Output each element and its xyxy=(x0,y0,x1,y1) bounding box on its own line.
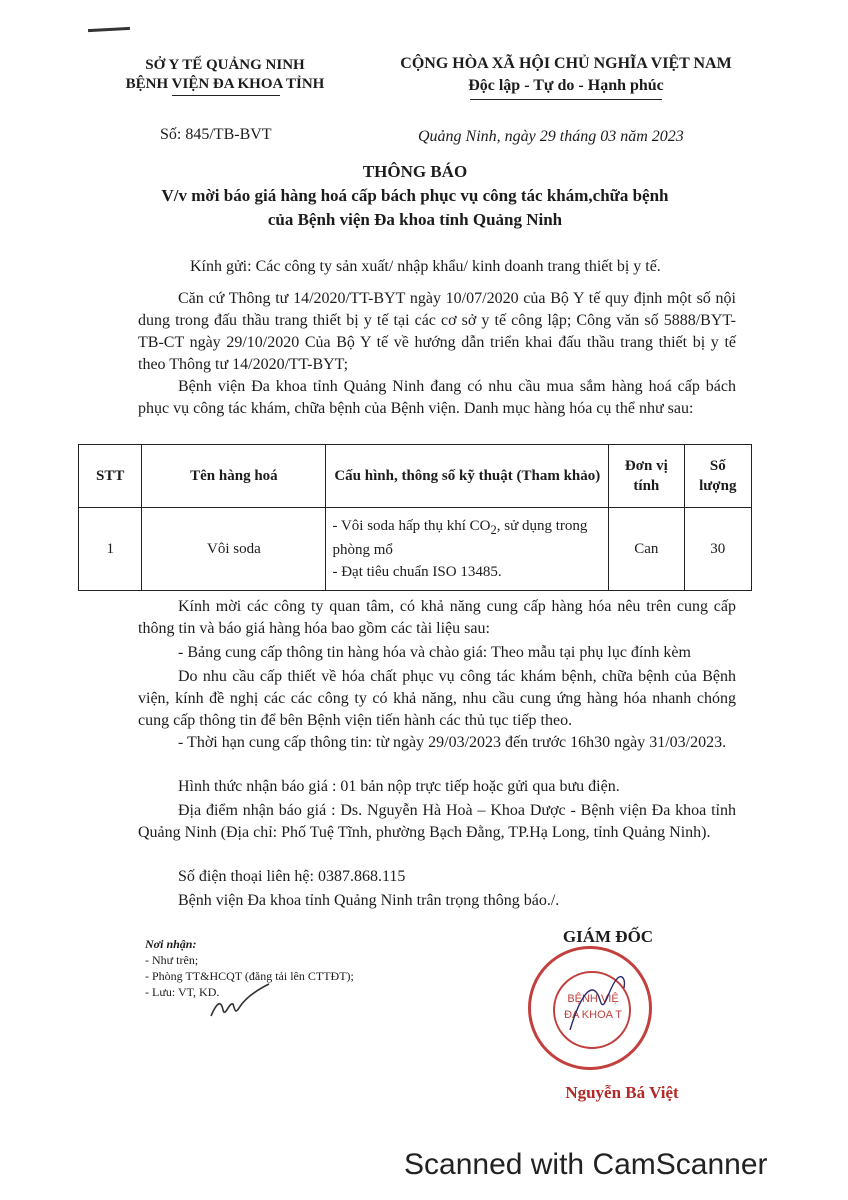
stamp-text-1: BỆNH VIỆ xyxy=(567,993,619,1005)
header-unit-line2: tính xyxy=(633,478,660,494)
title-subject-2: của Bệnh viện Đa khoa tỉnh Quảng Ninh xyxy=(267,210,563,229)
paragraph-closing: Bệnh viện Đa khoa tỉnh Quảng Ninh trân trọng thông báo./. xyxy=(178,892,560,909)
header-stt: STT xyxy=(79,445,142,508)
spec-subscript: 2 xyxy=(490,523,497,537)
country-name: CỘNG HÒA XÃ HỘI CHỦ NGHĨA VIỆT NAM xyxy=(400,55,732,72)
spec-line-1a: - Vôi soda hấp thụ khí CO xyxy=(332,518,491,534)
page-title: THÔNG BÁO xyxy=(362,162,468,181)
spec-line-1 xyxy=(332,516,602,560)
recipient-item: - Phòng TT&HCQT (đăng tải lên CTTĐT); xyxy=(145,969,354,983)
spec-line-2: - Đạt tiêu chuẩn ISO 13485. xyxy=(332,564,502,580)
recipient-item: - Như trên; xyxy=(145,953,199,967)
paragraph-legal-basis: Căn cứ Thông tư 14/2020/TT-BYT ngày 10/07/2020 của Bộ Y tế quy định một số nội dung trong đấu thầu trang thiết bị y tế tại các cơ sở y tế công lập; Công văn số 5888/BYT-TB-CT ngày 29/10/2020 Của Bộ Y tế về hướng dẫn triển khai đấu thầu trang thiết bị y tế theo Thông tư 14/2020/TT-BYT; xyxy=(138,290,736,373)
title-subject-1: V/v mời báo giá hàng hoá cấp bách phục vụ công tác khám,chữa bệnh xyxy=(161,186,669,205)
paragraph-phone: Số điện thoại liên hệ: 0387.868.115 xyxy=(178,868,406,885)
signature-title: GIÁM ĐỐC xyxy=(562,927,654,946)
recipients-label: Nơi nhận: xyxy=(145,937,197,951)
header-unit xyxy=(609,445,684,508)
scan-mark xyxy=(88,27,130,32)
director-name: Nguyễn Bá Việt xyxy=(565,1083,679,1102)
title-block xyxy=(78,160,752,232)
cell-qty: 30 xyxy=(684,508,751,591)
header-name: Tên hàng hoá xyxy=(142,445,326,508)
recipients-block xyxy=(145,936,445,1000)
header-left xyxy=(100,56,350,94)
signature-scribble xyxy=(560,960,640,1050)
paragraph-deadline: - Thời hạn cung cấp thông tin: từ ngày 29/03/2023 đến trước 16h30 ngày 31/03/2023. xyxy=(178,734,727,751)
paragraph-need: Bệnh viện Đa khoa tỉnh Quảng Ninh đang có nhu cầu mua sắm hàng hoá cấp bách phục vụ công tác khám, chữa bệnh của Bệnh viện. Danh mục hàng hóa cụ thể như sau: xyxy=(138,378,736,417)
header-spec: Cấu hình, thông số kỹ thuật (Tham khảo) xyxy=(326,445,609,508)
goods-table xyxy=(78,444,752,591)
header-right-rule xyxy=(470,99,662,100)
paragraph-location: Địa điểm nhận báo giá : Ds. Nguyễn Hà Hoà – Khoa Dược - Bệnh viện Đa khoa tỉnh Quảng Ninh (Địa chỉ: Phố Tuệ Tĩnh, phường Bạch Đằng, TP.Hạ Long, tỉnh Quảng Ninh). xyxy=(138,802,736,841)
header-unit-line1: Đơn vị xyxy=(624,458,668,474)
cell-unit: Can xyxy=(609,508,684,591)
paragraph-form: - Bảng cung cấp thông tin hàng hóa và chào giá: Theo mẫu tại phụ lục đính kèm xyxy=(178,644,691,661)
scanner-watermark: Scanned with CamScanner xyxy=(404,1148,768,1181)
header-qty-line2: lượng xyxy=(699,478,737,494)
place-date: Quảng Ninh, ngày 29 tháng 03 năm 2023 xyxy=(418,128,684,145)
paragraph-urgency: Do nhu cầu cấp thiết về hóa chất phục vụ công tác khám bệnh, chữa bệnh của Bệnh viện, kính đề nghị các các công ty có khả năng, nhu cầu cung ứng hàng hóa nhanh chóng cung cấp thông tin để bên Bệnh viện tiến hành các thủ tục tiếp theo. xyxy=(138,668,736,729)
header-left-rule xyxy=(172,95,280,96)
recipient-item: - Lưu: VT, KD. xyxy=(145,985,220,999)
doc-number: Số: 845/TB-BVT xyxy=(160,126,272,143)
addressee: Kính gửi: Các công ty sản xuất/ nhập khẩu/ kinh doanh trang thiết bị y tế. xyxy=(190,258,661,275)
stamp-text-2: ĐA KHOA T xyxy=(564,1009,622,1021)
header-qty-line1: Số xyxy=(709,458,726,474)
cell-name: Vôi soda xyxy=(142,508,326,591)
table-row xyxy=(79,508,752,591)
hospital-name: BỆNH VIỆN ĐA KHOA TỈNH xyxy=(125,76,325,92)
initials-scribble xyxy=(205,980,275,1024)
motto: Độc lập - Tự do - Hạnh phúc xyxy=(468,77,664,94)
paragraph-invitation: Kính mời các công ty quan tâm, có khả năng cung cấp hàng hóa nêu trên cung cấp thông tin và báo giá hàng hóa bao gồm các tài liệu sau: xyxy=(138,598,736,637)
cell-stt: 1 xyxy=(79,508,142,591)
table-header-row xyxy=(79,445,752,508)
header-right xyxy=(380,53,752,97)
paragraph-method: Hình thức nhận báo giá : 01 bản nộp trực tiếp hoặc gửi qua bưu điện. xyxy=(178,778,620,795)
cell-spec xyxy=(326,508,609,591)
agency-name: SỞ Y TẾ QUẢNG NINH xyxy=(145,57,305,73)
header-qty xyxy=(684,445,751,508)
spec-line-1b: , sử dụng trong phòng mổ xyxy=(332,518,588,558)
